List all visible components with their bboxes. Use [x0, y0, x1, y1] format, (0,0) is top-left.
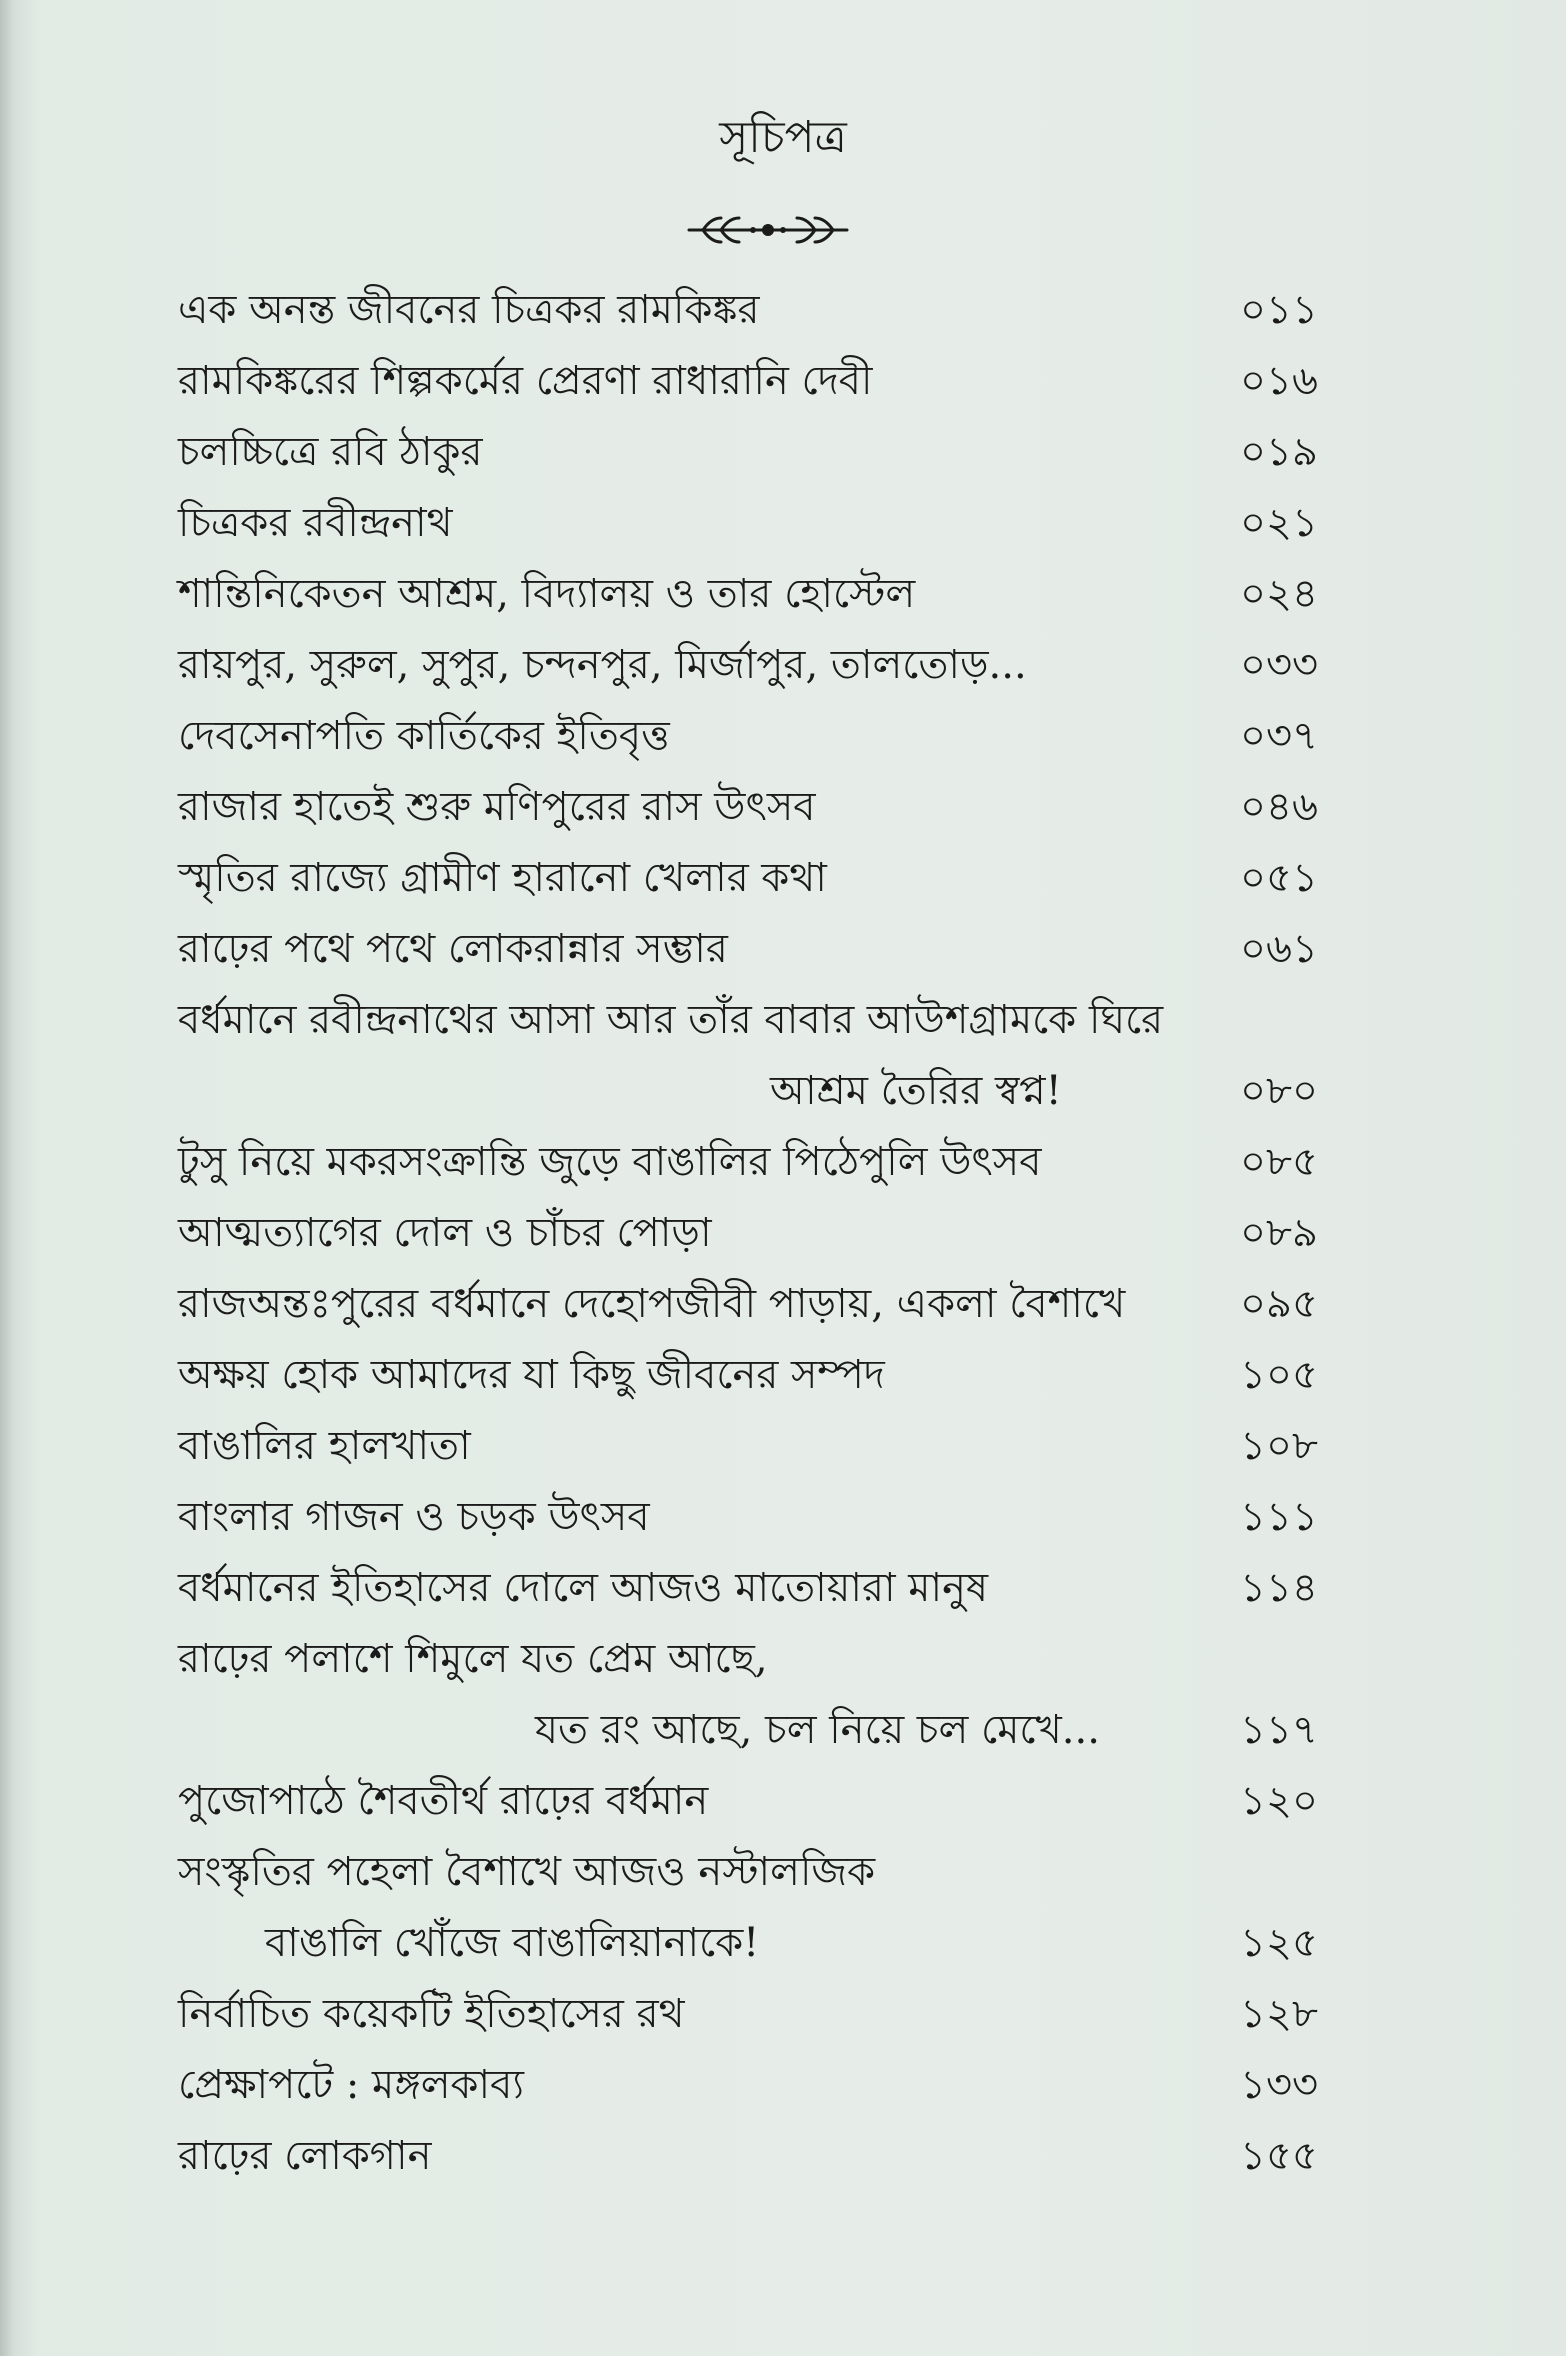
toc-entry-page-number: ১৩৩ — [1240, 2062, 1318, 2108]
toc-entry-page-number: ০১৯ — [1240, 429, 1318, 475]
toc-entry-page-number: ১১৪ — [1240, 1565, 1318, 1611]
toc-entry-title: আত্মত্যাগের দোল ও চাঁচর পোড়া — [178, 1210, 712, 1256]
toc-entry-title: রাঢ়ের পথে পথে লোকরান্নার সম্ভার — [178, 926, 728, 972]
toc-entry-title: এক অনন্ত জীবনের চিত্রকর রামকিঙ্কর — [178, 287, 760, 333]
toc-entry-continuation: আশ্রম তৈরির স্বপ্ন! — [770, 1068, 1062, 1114]
toc-entry-page-number: ০৩৩ — [1240, 642, 1319, 688]
toc-entry-title: স্মৃতির রাজ্যে গ্রামীণ হারানো খেলার কথা — [178, 855, 827, 901]
toc-entry-page-number: ০১৬ — [1240, 358, 1318, 404]
page-title: সূচিপত্র — [719, 112, 847, 163]
toc-entry-title: চিত্রকর রবীন্দ্রনাথ — [178, 500, 453, 546]
toc-entry-page-number: ০৮০ — [1240, 1068, 1318, 1114]
toc-entry-page-number: ০৮৯ — [1240, 1210, 1318, 1256]
toc-entry-continuation: যত রং আছে, চল নিয়ে চল মেখে... — [535, 1707, 1100, 1753]
toc-entry-page-number: ১২০ — [1240, 1778, 1318, 1824]
toc-entry-title: রাঢ়ের লোকগান — [178, 2133, 432, 2179]
toc-entry-continuation: বাঙালি খোঁজে বাঙালিয়ানাকে! — [265, 1920, 760, 1966]
toc-entry-page-number: ০৮৫ — [1240, 1139, 1318, 1185]
toc-entry-title: রায়পুর, সুরুল, সুপুর, চন্দনপুর, মির্জাপুর, তালতোড়... — [178, 642, 1027, 688]
toc-entry-page-number: ০৩৭ — [1240, 713, 1319, 759]
toc-entry-title: বর্ধমানে রবীন্দ্রনাথের আসা আর তাঁর বাবার আউশগ্রামকে ঘিরে — [178, 997, 1164, 1043]
toc-entry-page-number: ১১৭ — [1240, 1707, 1318, 1753]
toc-entry-page-number: ১১১ — [1240, 1494, 1318, 1540]
toc-entry-title: রাজঅন্তঃপুরের বর্ধমানে দেহোপজীবী পাড়ায়, একলা বৈশাখে — [178, 1281, 1126, 1327]
toc-entry-page-number: ১২৮ — [1240, 1991, 1318, 2037]
toc-entry-title: চলচ্চিত্রে রবি ঠাকুর — [178, 429, 483, 475]
toc-entry-title: সংস্কৃতির পহেলা বৈশাখে আজও নস্টালজিক — [178, 1849, 876, 1895]
toc-entry-page-number: ১০৫ — [1240, 1352, 1318, 1398]
toc-entry-title: রামকিঙ্করের শিল্পকর্মের প্রেরণা রাধারানি দেবী — [178, 358, 873, 404]
toc-entry-page-number: ১০৮ — [1240, 1423, 1318, 1469]
toc-entry-title: বাংলার গাজন ও চড়ক উৎসব — [178, 1494, 650, 1540]
toc-entry-title: রাজার হাতেই শুরু মণিপুরের রাস উৎসব — [178, 784, 816, 830]
toc-entry-page-number: ০৫১ — [1240, 855, 1318, 901]
toc-entry-page-number: ০২৪ — [1240, 571, 1318, 617]
toc-entry-title: বর্ধমানের ইতিহাসের দোলে আজও মাতোয়ারা মানুষ — [178, 1565, 988, 1611]
toc-entry-title: শান্তিনিকেতন আশ্রম, বিদ্যালয় ও তার হোস্টেল — [178, 571, 916, 617]
toc-entry-page-number: ০৪৬ — [1240, 784, 1318, 830]
toc-entry-title: অক্ষয় হোক আমাদের যা কিছু জীবনের সম্পদ — [178, 1352, 885, 1398]
toc-entry-page-number: ১২৫ — [1240, 1920, 1318, 1966]
toc-entry-title: নির্বাচিত কয়েকটি ইতিহাসের রথ — [178, 1991, 685, 2037]
toc-entry-page-number: ০৬১ — [1240, 926, 1318, 972]
toc-entry-title: বাঙালির হালখাতা — [178, 1423, 471, 1469]
toc-entry-title: দেবসেনাপতি কার্তিকের ইতিবৃত্ত — [178, 713, 670, 759]
toc-entry-title: পুজোপাঠে শৈবতীর্থ রাঢ়ের বর্ধমান — [178, 1778, 709, 1824]
toc-entry-page-number: ১৫৫ — [1240, 2133, 1318, 2179]
toc-entry-page-number: ০২১ — [1240, 500, 1318, 546]
toc-entry-title: প্রেক্ষাপটে : মঙ্গলকাব্য — [178, 2062, 525, 2108]
toc-entry-title: রাঢ়ের পলাশে শিমুলে যত প্রেম আছে, — [178, 1636, 768, 1682]
toc-entry-page-number: ০৯৫ — [1240, 1281, 1318, 1327]
toc-entry-page-number: ০১১ — [1240, 287, 1318, 333]
toc-entry-title: টুসু নিয়ে মকরসংক্রান্তি জুড়ে বাঙালির পিঠেপুলি উৎসব — [178, 1139, 1042, 1185]
